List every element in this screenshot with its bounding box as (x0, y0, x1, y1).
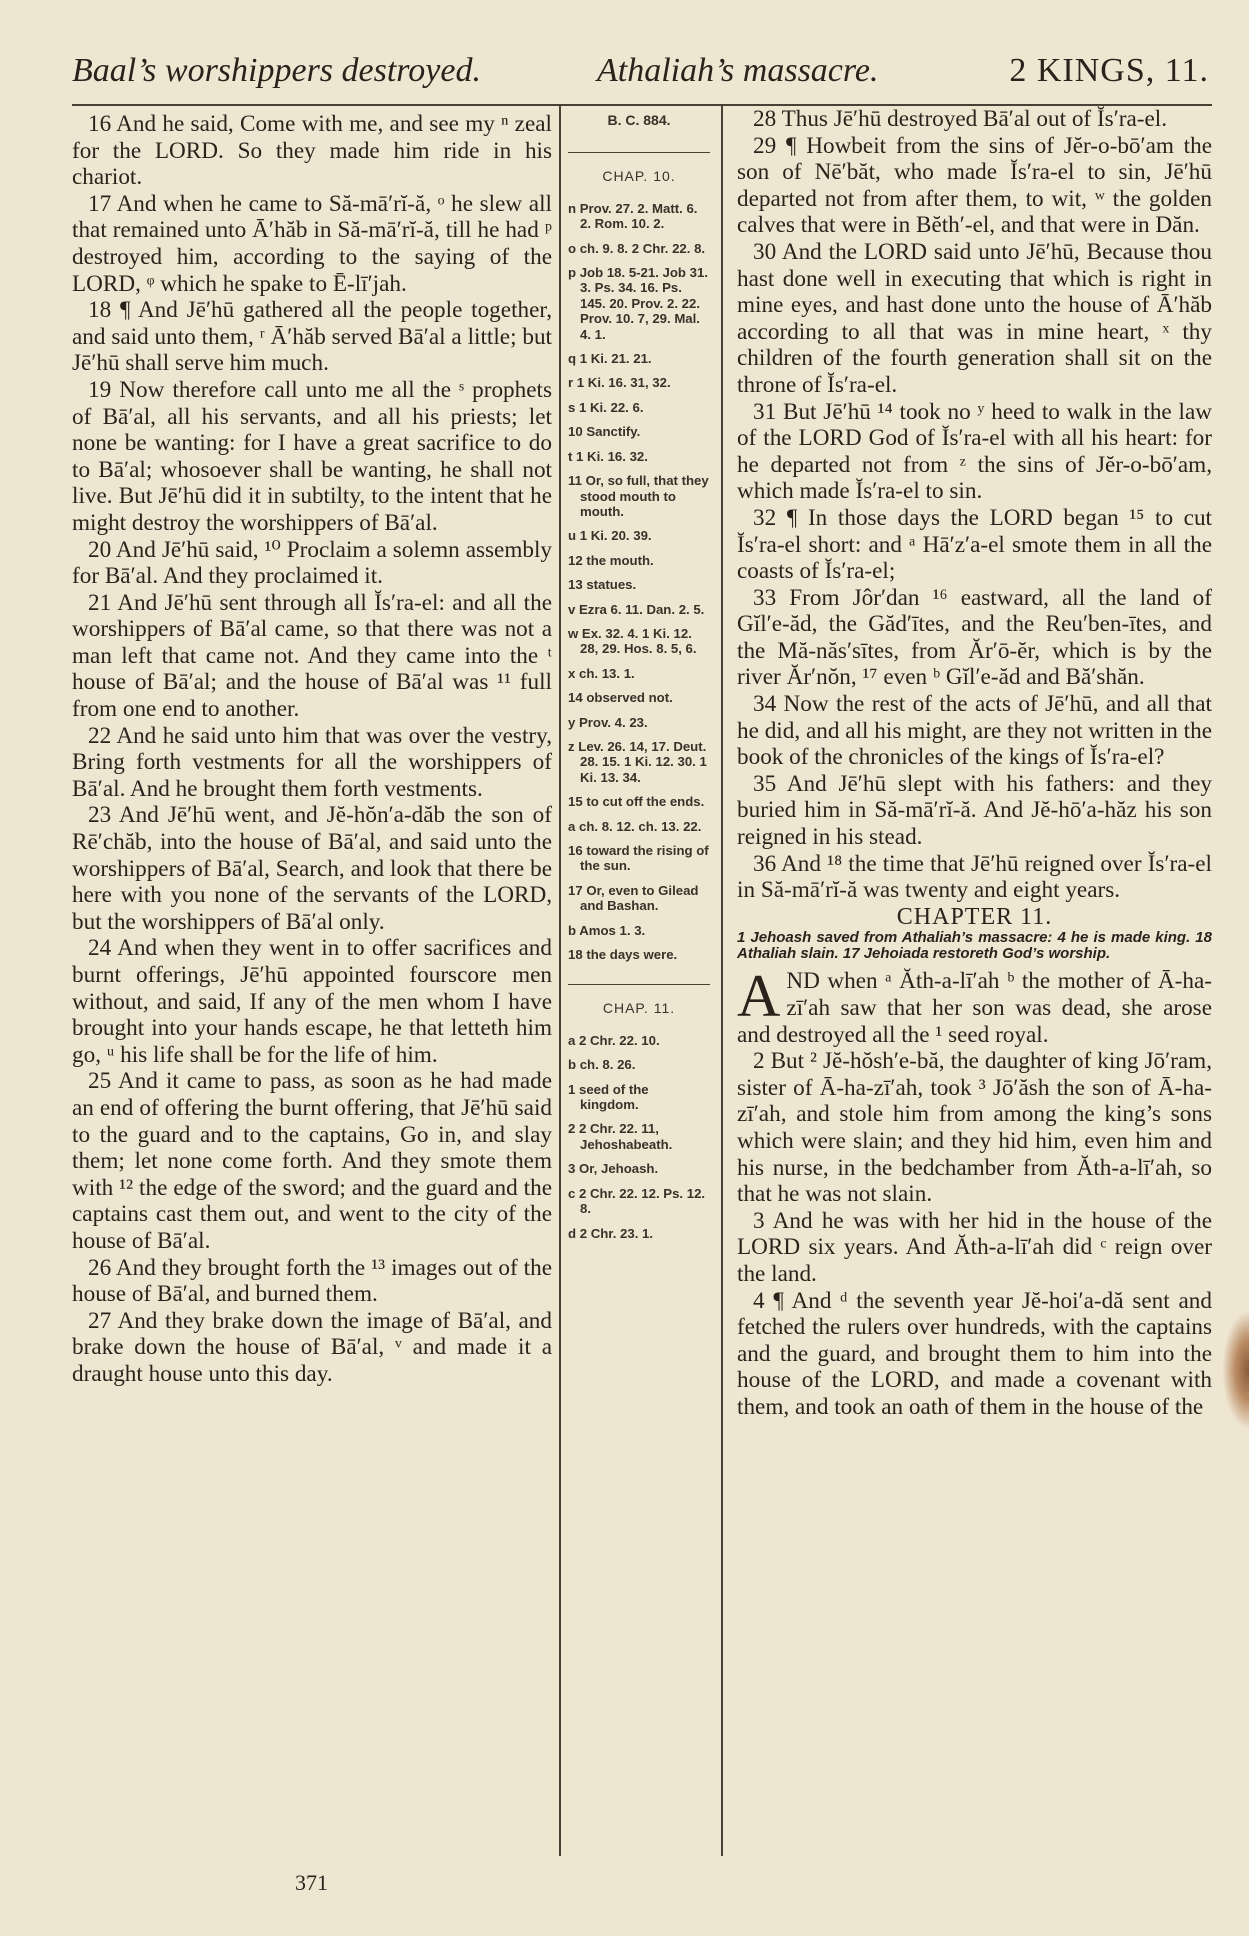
verse: 25 And it came to pass, as soon as he had made an end of offering the burnt offering, that Jē′hū said to the guard and to the captains, Go in, and slay them; let none come forth. And they smote them with ¹² the edge of the sword; and the guard and the captains cast them out, and went to the city of the house of Bā′al. (72, 1068, 552, 1254)
header-center: Athaliah’s massacre. (597, 52, 879, 89)
verse: 31 But Jē′hū ¹⁴ took no ʸ heed to walk in the law of the LORD God of Ĭs′ra-el with all his heart: for he departed not from ᶻ the sins of Jĕr-o-bō′am, which made Ĭs′ra-el to sin. (737, 398, 1212, 505)
verse: 29 ¶ Howbeit from the sins of Jĕr-o-bō′am the son of Nē′băt, who made Ĭs′ra-el to sin, Jē′hū departed not from after them, to wit, ʷ the golden calves that were in Bĕth′-el, and that were in Dăn. (737, 132, 1212, 239)
verse: 20 And Jē′hū said, ¹⁰ Proclaim a solemn assembly for Bā′al. And they proclaimed it. (72, 536, 552, 590)
cross-reference: b ch. 8. 26. (568, 1057, 636, 1073)
marginal-note: 13 statues. (568, 577, 637, 593)
header-right: 2 KINGS, 11. (1009, 52, 1209, 89)
verse: 26 And they brought forth the ¹³ images out of the house of Bā′al, and burned them. (72, 1254, 552, 1308)
chapter-11-label: CHAP. 11. (602, 1000, 676, 1017)
left-text-column (72, 111, 552, 1388)
verse: 18 ¶ And Jē′hū gathered all the people together, and said unto them, ʳ Ā′hăb served Bā′al a little; but Jē′hū shall serve him much. (72, 297, 552, 377)
cross-reference: a ch. 8. 12. ch. 13. 22. (568, 818, 702, 834)
marginal-note: 12 the mouth. (568, 552, 654, 568)
verse: 19 Now therefore call unto me all the ˢ prophets of Bā′al, all his servants, and all his priests; let none be wanting: for I have a great sacrifice to do to Bā′al; whosoever shall be wanting, he shall not live. But Jē′hū did it in subtilty, to the intent that he might destroy the worshippers of Bā′al. (72, 376, 552, 536)
verse: 24 And when they went in to offer sacrifices and burnt offerings, Jē′hū appointed fourscore men without, and said, If any of the men whom I have brought into your hands escape, he that letteth him go, ᵘ his life shall be for the life of him. (72, 935, 552, 1068)
marginal-note: 3 Or, Jehoash. (568, 1161, 659, 1177)
verse: 3 And he was with her hid in the house of the LORD six years. And Ăth-a-lī′ah did ᶜ reign over the land. (737, 1207, 1212, 1287)
cross-reference: w Ex. 32. 4. 1 Ki. 12. 28, 29. Hos. 8. 5, 6. (568, 625, 697, 657)
cross-reference: z Lev. 26. 14, 17. Deut. 28. 15. 1 Ki. 12. 30. 1 Ki. 13. 34. (568, 738, 707, 785)
verse: 27 And they brake down the image of Bā′al, and brake down the house of Bā′al, ᵛ and made it a draught house unto this day. (72, 1307, 552, 1387)
cross-reference: o ch. 9. 8. 2 Chr. 22. 8. (568, 240, 706, 256)
marginal-note: 10 Sanctify. (568, 424, 641, 440)
verse: 2 But ² Jĕ-hŏsh′e-bă, the daughter of king Jō′ram, sister of Ā-ha-zī′ah, took ³ Jō′ăsh the son of Ā-ha-zī′ah, and stole him from among the king’s sons which were slain; and they hid him, even him and his nurse, in the bedchamber from Ăth-a-lī′ah, so that he was not slain. (737, 1048, 1212, 1208)
chapter-title: CHAPTER 11. (896, 903, 1053, 930)
cross-reference: x ch. 13. 1. (568, 665, 635, 681)
page-edge-thumb-mark (1222, 1310, 1249, 1430)
verse: 35 And Jē′hū slept with his fathers: and they buried him in Să-mā′rĭ-ă. And Jĕ-hō′a-hăz his son reigned in his stead. (737, 770, 1212, 851)
verse: 23 And Jē′hū went, and Jĕ-hŏn′a-dăb the son of Rē′chăb, into the house of Bā′al, and said unto the worshippers of Bā′al, Search, and look that there be here with you none of the servants of the LORD, but the worshippers of Bā′al only. (72, 802, 552, 935)
marginal-note: 15 to cut off the ends. (568, 794, 705, 810)
verse: 16 And he said, Come with me, and see my ⁿ zeal for the LORD. So they made him ride in his chariot. (72, 111, 552, 191)
cross-reference: r 1 Ki. 16. 31, 32. (568, 375, 671, 391)
reference-rule (568, 984, 710, 985)
verse: 33 From Jôr′dan ¹⁶ eastward, all the land of Gĭl′e-ăd, the Găd′ītes, and the Reu′ben-ītes, and the Mă-năs′sītes, from Ăr′ō-ĕr, which is by the river Ăr′nŏn, ¹⁷ even ᵇ Gĭl′e-ăd and Bă′shăn. (737, 584, 1212, 691)
verse: 30 And the LORD said unto Jē′hū, Because thou hast done well in executing that which is right in mine eyes, and hast done unto the house of Ā′hăb according to all that was in mine heart, ˣ thy children of the fourth generation shall sit on the throne of Ĭs′ra-el. (737, 238, 1212, 398)
verse-1-text: ND when ᵃ Ăth-a-lī′ah ᵇ the mother of Ā-ha-zī′ah saw that her son was dead, she arose and destroyed all the ¹ seed royal. (737, 968, 1212, 1048)
page-number: 371 (295, 1870, 328, 1895)
marginal-note: 16 toward the rising of the sun. (568, 843, 709, 874)
marginal-note: 1 seed of the kingdom. (568, 1081, 649, 1113)
right-text-column (737, 106, 1212, 1421)
chapter-10-label: CHAP. 10. (602, 168, 676, 185)
verse: 36 And ¹⁸ the time that Jē′hū reigned over Ĭs′ra-el in Să-mā′rĭ-ă was twenty and eight years. (737, 850, 1212, 904)
marginal-note: 11 Or, so full, that they stood mouth to mouth. (568, 473, 709, 519)
header-left: Baal’s worshippers destroyed. (72, 52, 481, 89)
verse: 28 Thus Jē′hū destroyed Bā′al out of Ĭs′ra-el. (753, 106, 1168, 132)
cross-reference: c 2 Chr. 22. 12. Ps. 12. 8. (568, 1185, 706, 1217)
cross-reference: a 2 Chr. 22. 10. (568, 1032, 660, 1048)
cross-reference: t 1 Ki. 16. 32. (568, 448, 648, 464)
cross-reference: q 1 Ki. 21. 21. (568, 351, 652, 367)
verse: 17 And when he came to Să-mā′rĭ-ă, ᵒ he slew all that remained unto Ā′hăb in Să-mā′rĭ-ă, till he had ᵖ destroyed him, according to the saying of the LORD, ᵠ which he spake to Ē-lī′jah. (72, 190, 552, 297)
drop-cap: A (737, 963, 781, 1030)
reference-rule (568, 152, 710, 153)
cross-reference: b Amos 1. 3. (568, 922, 646, 938)
cross-reference: d 2 Chr. 23. 1. (568, 1225, 654, 1241)
cross-reference: s 1 Ki. 22. 6. (568, 399, 644, 415)
running-header (72, 52, 1209, 102)
cross-reference: y Prov. 4. 23. (568, 714, 648, 730)
cross-reference: p Job 18. 5-21. Job 31. 3. Ps. 34. 16. Ps. 145. 20. Prov. 2. 22. Prov. 10. 7, 29. Mal. 4. 1. (568, 265, 708, 342)
verse: 22 And he said unto him that was over the vestry, Bring forth vestments for all the worshippers of Bā′al. And he brought them forth vestments. (72, 722, 552, 802)
date-label: B. C. 884. (607, 112, 671, 128)
column-divider-right (721, 104, 723, 1856)
verse: 34 Now the rest of the acts of Jē′hū, and all that he did, and all his might, are they not written in the book of the chronicles of the kings of Ĭs′ra-el? (737, 691, 1212, 771)
cross-reference: u 1 Ki. 20. 39. (568, 528, 652, 544)
reference-column (568, 113, 710, 1250)
verse: 21 And Jē′hū sent through all Ĭs′ra-el: and all the worshippers of Bā′al came, so that there was not a man left that came not. And they came into the ᵗ house of Bā′al; and the house of Bā′al was ¹¹ full from one end to another. (72, 589, 552, 723)
cross-reference: v Ezra 6. 11. Dan. 2. 5. (568, 601, 705, 617)
marginal-note: 14 observed not. (568, 690, 673, 706)
verse: 32 ¶ In those days the LORD began ¹⁵ to cut Ĭs′ra-el short: and ᵃ Hā′z′a-el smote them in all the coasts of Ĭs′ra-el; (737, 504, 1212, 585)
chapter-summary: 1 Jehoash saved from Athaliah’s massacre: 4 he is made king. 18 Athaliah slain. 17 Jehoiada restoreth God’s worship. (737, 929, 1212, 963)
marginal-note: 17 Or, even to Gilead and Bashan. (568, 882, 699, 914)
cross-reference: n Prov. 27. 2. Matt. 6. 2. Rom. 10. 2. (568, 200, 698, 232)
marginal-note: 2 2 Chr. 22. 11, Jehoshabeath. (568, 1121, 673, 1152)
verse: 4 ¶ And ᵈ the seventh year Jĕ-hoi′a-dă sent and fetched the rulers over hundreds, with the captains and the guard, and brought them to him into the house of the LORD, and made a covenant with them, and took an oath of them in the house of the (737, 1287, 1212, 1420)
column-divider-left (559, 104, 561, 1856)
marginal-note: 18 the days were. (568, 947, 678, 963)
verse-1 (737, 963, 1212, 1048)
